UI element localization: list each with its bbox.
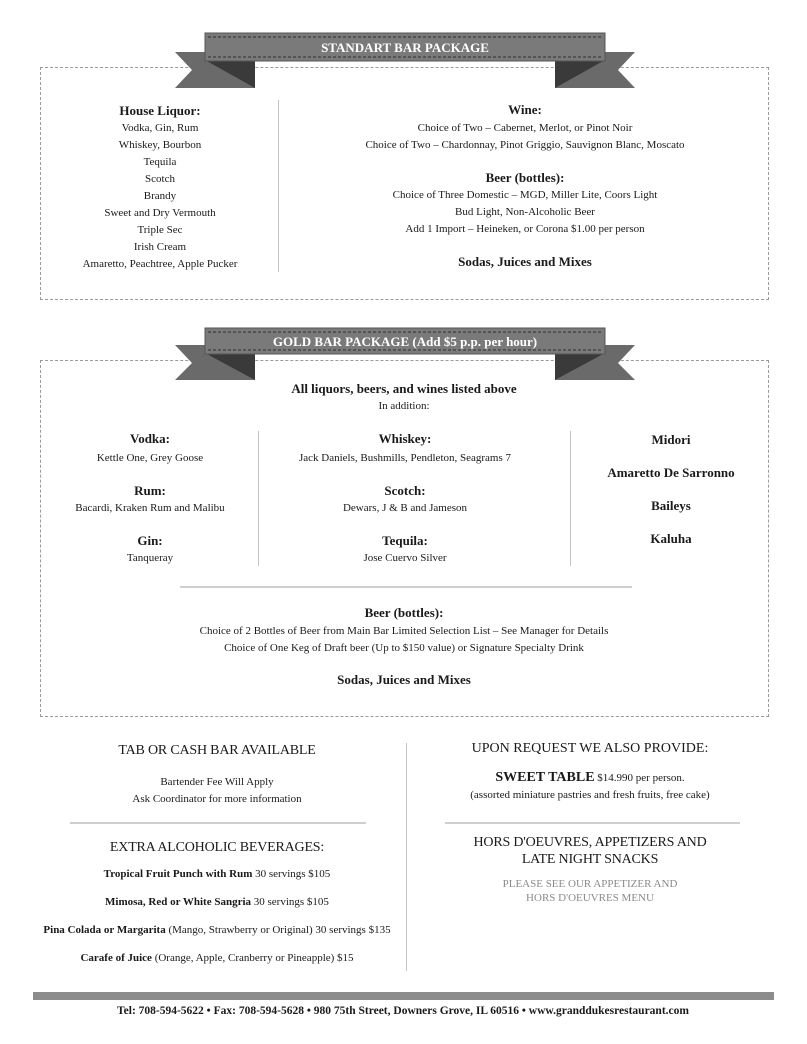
house-liquor-item: Irish Cream xyxy=(133,241,187,253)
vodka-items: Kettle One, Grey Goose xyxy=(96,452,204,464)
footer-bar xyxy=(33,992,774,1000)
extra-beverages-heading: EXTRA ALCOHOLIC BEVERAGES: xyxy=(109,840,325,855)
beverage-detail: (Mango, Strawberry or Original) 30 servings $135 xyxy=(165,924,391,936)
hors-note-line1: PLEASE SEE OUR APPETIZER AND xyxy=(502,878,678,890)
tequila-heading: Tequila: xyxy=(382,533,428,548)
liqueur-item: Kaluha xyxy=(650,531,692,546)
house-liquor-item: Brandy xyxy=(143,190,177,202)
sodas-label: Sodas, Juices and Mixes xyxy=(458,254,592,269)
liqueur-item: Amaretto De Sarronno xyxy=(607,465,735,480)
gold-beer-item: Choice of 2 Bottles of Beer from Main Bar Limited Selection List – See Manager for Details xyxy=(199,625,609,637)
house-liquor-item: Scotch xyxy=(145,173,175,185)
column-divider xyxy=(278,100,279,272)
footer-contact: Tel: 708-594-5622 • Fax: 708-594-5628 • 980 75th Street, Downers Grove, IL 60516 • www.granddukesrestaurant.com xyxy=(117,1005,689,1017)
whiskey-heading: Whiskey: xyxy=(378,431,432,446)
beverage-name: Mimosa, Red or White Sangria xyxy=(105,896,252,908)
column-divider xyxy=(258,431,259,566)
rum-heading: Rum: xyxy=(134,483,166,498)
house-liquor-item: Vodka, Gin, Rum xyxy=(121,122,199,134)
beer-item: Bud Light, Non-Alcoholic Beer xyxy=(455,206,595,218)
beer-heading: Beer (bottles): xyxy=(485,170,565,185)
hors-note-line2: HORS D'OEUVRES MENU xyxy=(526,892,654,904)
hors-heading-line2: LATE NIGHT SNACKS xyxy=(521,852,659,867)
tab-cash-heading: TAB OR CASH BAR AVAILABLE xyxy=(118,743,316,758)
ribbon-banner-icon xyxy=(170,30,640,90)
gin-items: Tanqueray xyxy=(126,552,174,564)
gold-package-title: GOLD BAR PACKAGE (Add $5 p.p. per hour) xyxy=(272,334,538,349)
vodka-heading: Vodka: xyxy=(130,431,170,446)
sweet-table-description: (assorted miniature pastries and fresh fruits, free cake) xyxy=(470,789,710,801)
gold-sodas-label: Sodas, Juices and Mixes xyxy=(337,672,471,687)
beer-item: Choice of Three Domestic – MGD, Miller Lite, Coors Light xyxy=(392,189,658,201)
section-divider xyxy=(445,822,740,824)
beverage-name: Carafe of Juice xyxy=(80,952,152,964)
gold-beer-item: Choice of One Keg of Draft beer (Up to $150 value) or Signature Specialty Drink xyxy=(224,642,584,654)
whiskey-items: Jack Daniels, Bushmills, Pendleton, Seagrams 7 xyxy=(298,452,512,464)
beverage-detail: (Orange, Apple, Cranberry or Pineapple) $15 xyxy=(151,952,354,964)
column-divider xyxy=(570,431,571,566)
extra-beverage-item xyxy=(104,867,331,881)
extra-beverage-item xyxy=(105,895,329,909)
house-liquor-item: Triple Sec xyxy=(137,224,183,236)
gold-intro: All liquors, beers, and wines listed above xyxy=(291,381,517,396)
wine-item: Choice of Two – Chardonnay, Pinot Griggio, Sauvignon Blanc, Moscato xyxy=(365,139,685,151)
sweet-table-price: $14.990 per person. xyxy=(594,772,685,784)
scotch-heading: Scotch: xyxy=(384,483,426,498)
gold-package-ribbon xyxy=(170,325,640,385)
section-divider xyxy=(180,586,632,588)
standard-package-ribbon xyxy=(170,30,640,90)
house-liquor-item: Whiskey, Bourbon xyxy=(118,139,202,151)
section-divider xyxy=(70,822,366,824)
wine-item: Choice of Two – Cabernet, Merlot, or Pinot Noir xyxy=(417,122,633,134)
tab-cash-line: Ask Coordinator for more information xyxy=(132,793,302,805)
beverage-detail: 30 servings $105 xyxy=(251,896,329,908)
house-liquor-item: Tequila xyxy=(143,156,177,168)
tab-cash-line: Bartender Fee Will Apply xyxy=(160,776,274,788)
tequila-items: Jose Cuervo Silver xyxy=(363,552,447,564)
gold-intro-sub: In addition: xyxy=(378,400,430,412)
sweet-table-line xyxy=(495,771,684,785)
beverage-name: Tropical Fruit Punch with Rum xyxy=(103,868,253,880)
standard-package-title: STANDART BAR PACKAGE xyxy=(321,40,489,55)
upon-request-heading: UPON REQUEST WE ALSO PROVIDE: xyxy=(471,741,709,756)
liqueur-item: Midori xyxy=(651,432,691,447)
scotch-items: Dewars, J & B and Jameson xyxy=(342,502,468,514)
beverage-detail: 30 servings $105 xyxy=(252,868,331,880)
beverage-name: Pina Colada or Margarita xyxy=(43,924,166,936)
extra-beverage-item xyxy=(43,923,390,937)
house-liquor-item: Sweet and Dry Vermouth xyxy=(104,207,216,219)
rum-items: Bacardi, Kraken Rum and Malibu xyxy=(75,502,225,514)
house-liquor-heading: House Liquor: xyxy=(119,103,201,118)
sweet-table-name: SWEET TABLE xyxy=(495,770,595,785)
wine-heading: Wine: xyxy=(508,102,542,117)
liqueur-item: Baileys xyxy=(651,498,691,513)
extra-beverage-item xyxy=(80,951,353,965)
beer-item: Add 1 Import – Heineken, or Corona $1.00 per person xyxy=(405,223,645,235)
gold-beer-heading: Beer (bottles): xyxy=(364,605,444,620)
gin-heading: Gin: xyxy=(137,533,163,548)
column-divider xyxy=(406,743,407,971)
house-liquor-item: Amaretto, Peachtree, Apple Pucker xyxy=(82,258,238,270)
hors-heading-line1: HORS D'OEUVRES, APPETIZERS AND xyxy=(473,835,707,850)
